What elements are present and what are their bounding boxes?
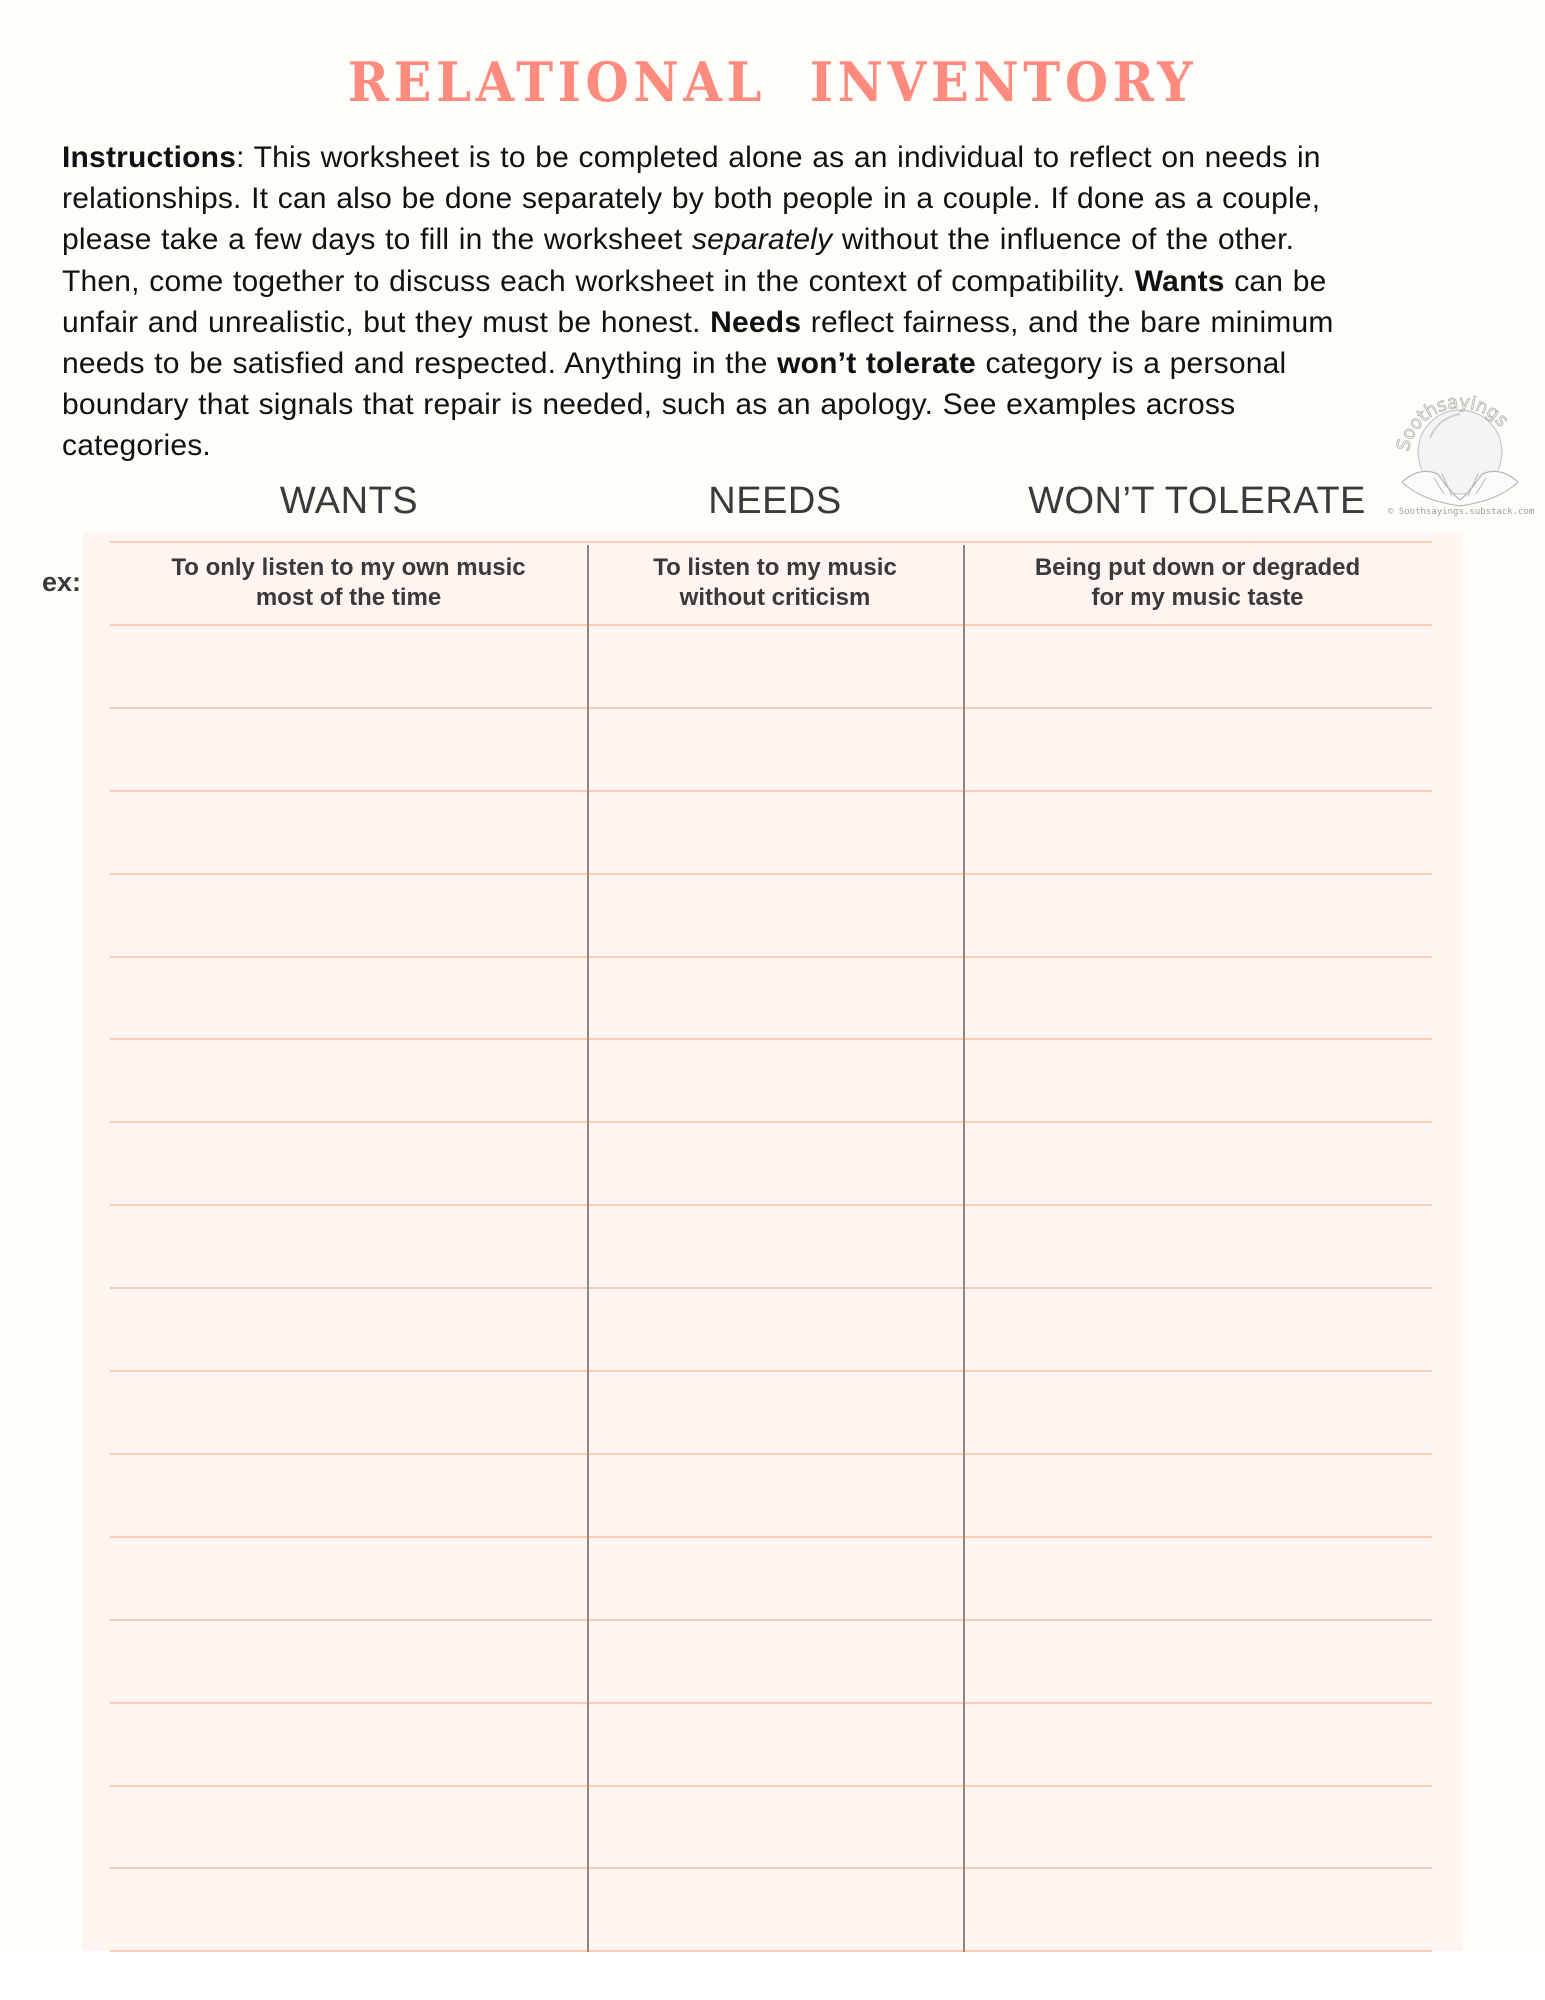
example-cell-needs [587, 553, 963, 613]
row-rule [110, 1702, 1432, 1704]
column-divider [587, 545, 589, 1952]
entry-cell-needs[interactable] [590, 1539, 960, 1616]
instructions-line [62, 137, 1482, 178]
text-run: boundary that signals that repair is needed, such as an apology. See examples across [62, 388, 1236, 422]
entry-cell-wants[interactable] [113, 1622, 584, 1699]
instructions-line [62, 302, 1482, 343]
example-text-line: for my music taste [1091, 584, 1304, 611]
entry-cell-wants[interactable] [113, 1207, 584, 1284]
bold-term: won’t tolerate [777, 346, 976, 380]
page-title: RELATIONAL INVENTORY [347, 50, 1198, 114]
row-rule [110, 956, 1432, 958]
column-header-wants: WANTS [279, 480, 419, 522]
text-run: without the influence of the other. [832, 223, 1295, 257]
entry-cell-wont-tolerate[interactable] [966, 793, 1429, 870]
bold-term: Instructions [62, 141, 237, 174]
text-run: relationships. It can also be done separately by both people in a couple. If done as a couple, [62, 182, 1321, 216]
example-text-line: most of the time [255, 584, 442, 611]
entry-cell-wants[interactable] [113, 876, 584, 953]
italic-term: separately [691, 223, 833, 257]
column-header-won-t-tolerate: WON’T TOLERATE [1028, 480, 1366, 522]
text-run: can be [1224, 264, 1327, 298]
entry-cell-wants[interactable] [113, 1539, 584, 1616]
row-rule [110, 1121, 1432, 1123]
row-rule [110, 1370, 1432, 1372]
instructions-line [62, 384, 1482, 425]
entry-cell-wont-tolerate[interactable] [966, 959, 1429, 1036]
text-run: reflect fairness, and the bare minimum [801, 305, 1334, 339]
entry-cell-wont-tolerate[interactable] [966, 1041, 1429, 1118]
entry-cell-wont-tolerate[interactable] [966, 710, 1429, 787]
row-rule [110, 541, 1432, 543]
row-rule [110, 790, 1432, 792]
entry-cell-wont-tolerate[interactable] [966, 1290, 1429, 1367]
text-run: categories. [62, 429, 211, 463]
entry-cell-needs[interactable] [590, 876, 960, 953]
entry-cell-wants[interactable] [113, 1373, 584, 1450]
entry-cell-needs[interactable] [590, 710, 960, 787]
watermark-credit: © Soothsayings.substack.com [1388, 507, 1535, 517]
instructions-line [62, 178, 1482, 219]
row-rule [110, 707, 1432, 709]
text-run: : This worksheet is to be completed alone as an individual to reflect on needs in [236, 141, 1321, 174]
example-text-line: To only listen to my own music [171, 554, 526, 581]
example-text-line: To listen to my music [653, 554, 897, 581]
bold-term: Needs [710, 305, 802, 339]
row-rule [110, 1950, 1432, 1952]
text-run: Then, come together to discuss each worksheet in the context of compatibility. [62, 264, 1135, 298]
row-rule [110, 1867, 1432, 1869]
entry-cell-wants[interactable] [113, 1788, 584, 1865]
row-rule [110, 1453, 1432, 1455]
entry-cell-wont-tolerate[interactable] [966, 1456, 1429, 1533]
entry-cell-wants[interactable] [113, 1870, 584, 1947]
example-cell-wont-tolerate [963, 553, 1432, 613]
column-header-needs: NEEDS [708, 480, 842, 522]
bold-term: Wants [1134, 264, 1225, 298]
entry-cell-needs[interactable] [590, 1124, 960, 1201]
entry-cell-needs[interactable] [590, 1373, 960, 1450]
entry-cell-needs[interactable] [590, 1622, 960, 1699]
entry-cell-needs[interactable] [590, 793, 960, 870]
entry-cell-wants[interactable] [113, 627, 584, 704]
entry-cell-needs[interactable] [590, 1456, 960, 1533]
row-rule [110, 1287, 1432, 1289]
entry-cell-wont-tolerate[interactable] [966, 1870, 1429, 1947]
instructions-line [62, 425, 1482, 466]
instructions-line [62, 219, 1482, 260]
instructions-paragraph [62, 137, 1482, 467]
text-run: needs to be satisfied and respected. Anything in the [62, 346, 778, 380]
entry-cell-wont-tolerate[interactable] [966, 1622, 1429, 1699]
example-label: ex: [42, 567, 82, 597]
entry-cell-needs[interactable] [590, 1041, 960, 1118]
row-rule [110, 1785, 1432, 1787]
row-rule [110, 624, 1432, 626]
entry-cell-wants[interactable] [113, 1456, 584, 1533]
entry-cell-wont-tolerate[interactable] [966, 627, 1429, 704]
entry-cell-wants[interactable] [113, 959, 584, 1036]
example-text-line: without criticism [679, 584, 871, 611]
text-run: category is a personal [975, 346, 1287, 380]
text-run: please take a few days to fill in the worksheet [62, 223, 692, 257]
entry-cell-wants[interactable] [113, 1041, 584, 1118]
example-cell-wants [110, 553, 587, 613]
entry-cell-wont-tolerate[interactable] [966, 1207, 1429, 1284]
row-rule [110, 1204, 1432, 1206]
entry-cell-wont-tolerate[interactable] [966, 876, 1429, 953]
column-divider [963, 545, 965, 1952]
row-rule [110, 1038, 1432, 1040]
entry-cell-wants[interactable] [113, 1290, 584, 1367]
entry-cell-wont-tolerate[interactable] [966, 1373, 1429, 1450]
entry-cell-needs[interactable] [590, 1870, 960, 1947]
instructions-line [62, 343, 1482, 384]
entry-cell-wont-tolerate[interactable] [966, 1788, 1429, 1865]
entry-cell-needs[interactable] [590, 1290, 960, 1367]
row-rule [110, 1619, 1432, 1621]
entry-cell-wants[interactable] [113, 1705, 584, 1782]
example-text-line: Being put down or degraded [1034, 554, 1361, 581]
entry-cell-wants[interactable] [113, 793, 584, 870]
entry-cell-wont-tolerate[interactable] [966, 1539, 1429, 1616]
row-rule [110, 873, 1432, 875]
row-rule [110, 1536, 1432, 1538]
entry-cell-wont-tolerate[interactable] [966, 1124, 1429, 1201]
entry-cell-needs[interactable] [590, 1705, 960, 1782]
instructions-line [62, 261, 1482, 302]
entry-cell-needs[interactable] [590, 1788, 960, 1865]
watermark-brand: Soothsayings [1392, 391, 1513, 454]
entry-cell-needs[interactable] [590, 959, 960, 1036]
entry-cell-wants[interactable] [113, 710, 584, 787]
entry-cell-wants[interactable] [113, 1124, 584, 1201]
entry-cell-needs[interactable] [590, 627, 960, 704]
entry-cell-wont-tolerate[interactable] [966, 1705, 1429, 1782]
entry-cell-needs[interactable] [590, 1207, 960, 1284]
text-run: unfair and unrealistic, but they must be honest. [62, 305, 711, 339]
